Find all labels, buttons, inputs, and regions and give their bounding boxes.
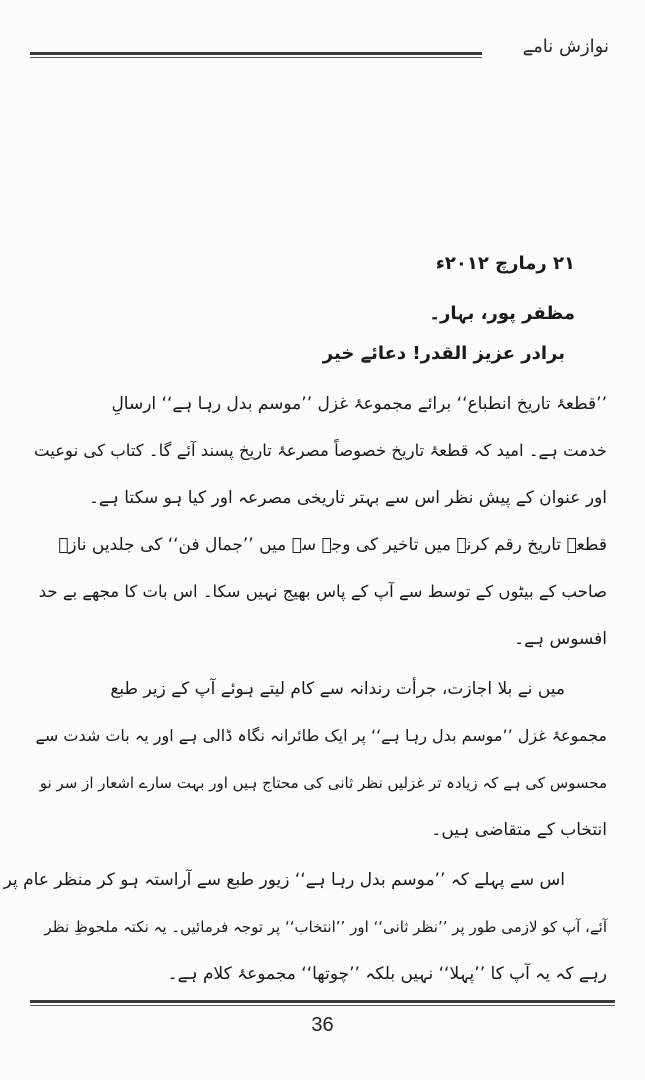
footer-rule-thin	[30, 1005, 615, 1006]
body-line: خدمت ہے۔ امید کہ قطعۂ تاریخ خصوصاً مصرعۂ تاریخ پسند آئے گا۔ کتاب کی نوعیت	[34, 441, 607, 460]
body-line: آئے، آپ کو لازمی طور پر ’’نظر ثانی‘‘ اور ’’انتخاب‘‘ پر توجہ فرمائیں۔ یہ نکتہ ملحوظِ نظر	[44, 918, 607, 936]
running-title: نوازش نامے	[522, 36, 609, 57]
footer-rule	[30, 1000, 615, 1003]
body-line: میں نے بلا اجازت، جرأت رندانہ سے کام لیتے ہوئے آپ کے زیر طبع	[110, 679, 565, 699]
body-line: انتخاب کے متقاضی ہیں۔	[431, 820, 607, 840]
body-line: افسوس ہے۔	[514, 629, 607, 649]
body-line: اور عنوان کے پیش نظر اس سے بہتر تاریخی مصرعہ اور کیا ہو سکتا ہے۔	[88, 488, 607, 508]
header-rule-thin	[30, 57, 482, 58]
body-line: محسوس کی ہے کہ زیادہ تر غزلیں نظر ثانی کی محتاج ہیں اور بہت سارے اشعار از سر نو	[39, 774, 607, 792]
letter-place: مظفر پور، بہار۔	[429, 303, 575, 324]
body-line: ’’قطعۂ تاریخ انطباع‘‘ برائے مجموعۂ غزل ’’موسم بدل رہا ہے‘‘ ارسالِ	[111, 394, 607, 414]
body-line: اس سے پہلے کہ ’’موسم بدل رہا ہے‘‘ زیور طبع سے آراستہ ہو کر منظر عام پر	[3, 870, 565, 890]
body-line: قطعۂ تاریخ رقم کرنے میں تاخیر کی وجہ سے میں ’’جمال فن‘‘ کی جلدیں نازؔ	[58, 535, 607, 555]
body-line: مجموعۂ غزل ’’موسم بدل رہا ہے‘‘ پر ایک طائرانہ نگاہ ڈالی ہے اور یہ بات شدت سے	[35, 726, 607, 745]
body-line: صاحب کے بیٹوں کے توسط سے آپ کے پاس بھیج نہیں سکا۔ اس بات کا مجھے بے حد	[38, 582, 607, 601]
letter-date: ۲۱ رمارچ ۲۰۱۲ء	[435, 253, 575, 274]
body-line: رہے کہ یہ آپ کا ’’پہلا‘‘ نہیں بلکہ ’’چوتھا‘‘ مجموعۂ کلام ہے۔	[167, 964, 607, 984]
page-number: 36	[311, 1014, 334, 1036]
letter-salutation: برادر عزیز القدر! دعائے خیر	[322, 343, 565, 364]
header-rule	[30, 52, 482, 55]
